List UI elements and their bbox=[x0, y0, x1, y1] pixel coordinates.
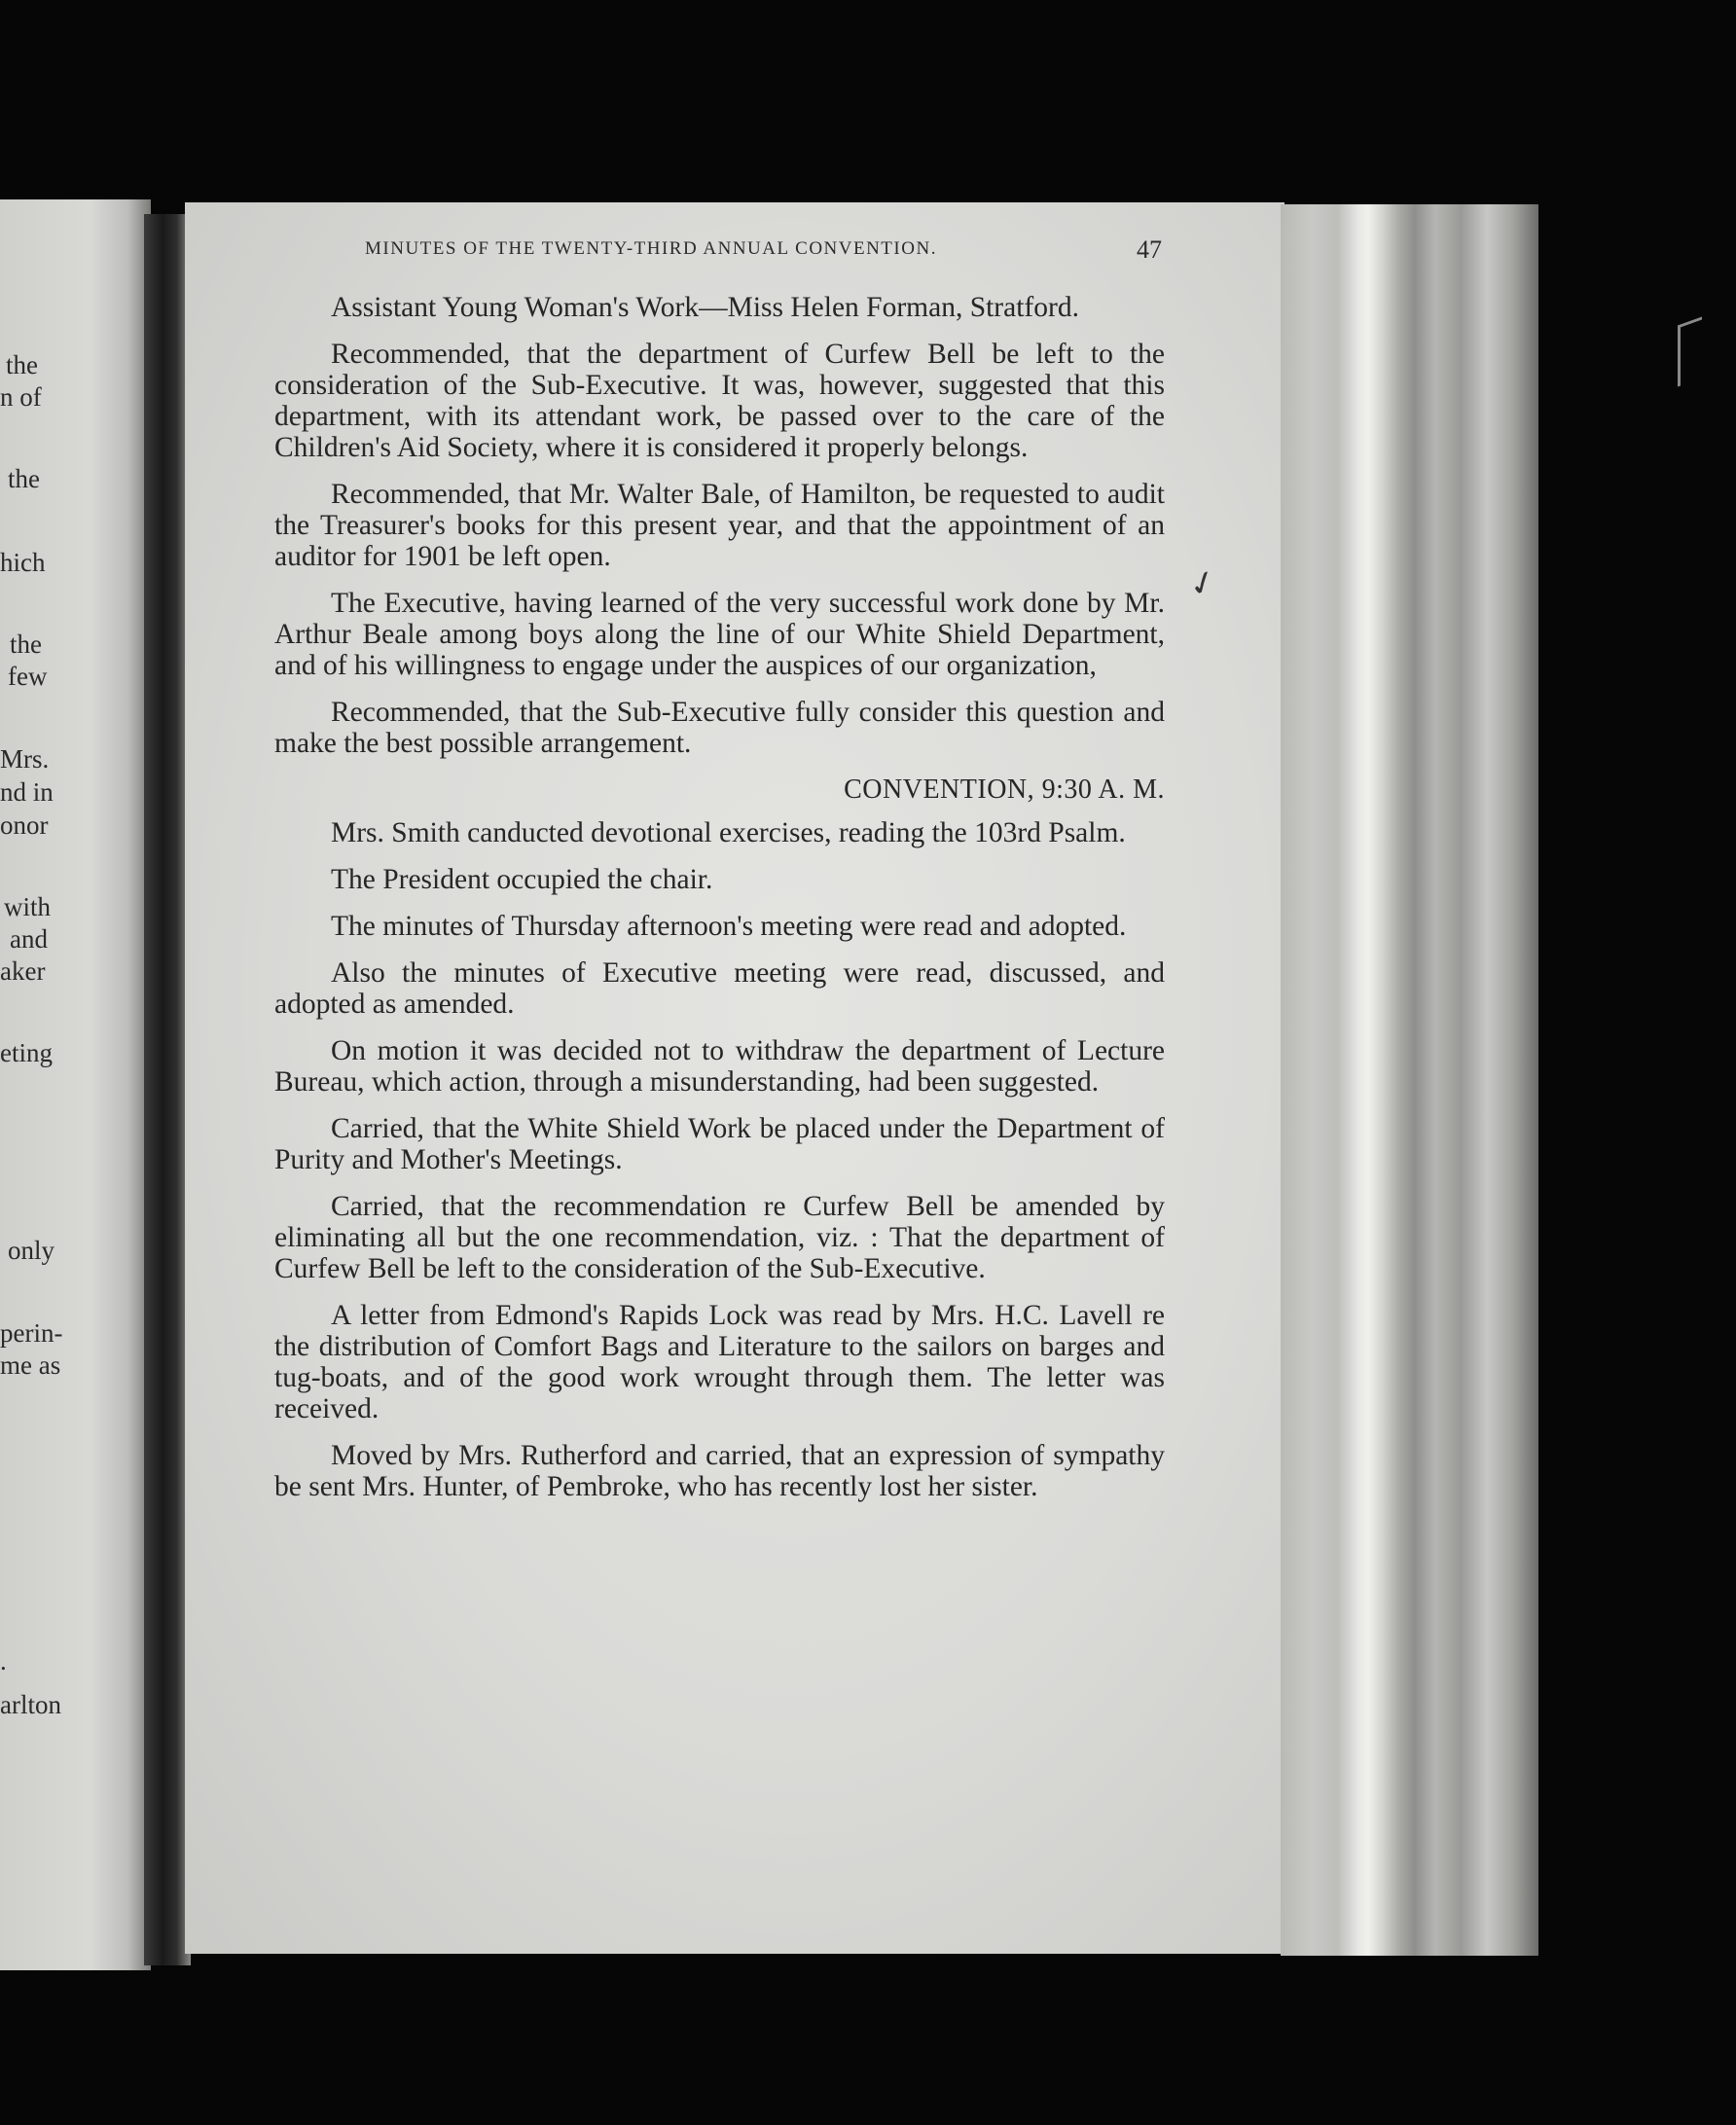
paragraph: On motion it was decided not to withdraw the department of Lecture Bureau, which action, through a misunderstanding, had been suggested. bbox=[274, 1035, 1165, 1098]
paragraph: Recommended, that the department of Curfew Bell be left to the consideration of the Sub-Executive. It was, however, suggested that this department, with its attendant work, be passed over to the care of the Children's Aid Society, where it is considered it properly belongs. bbox=[274, 339, 1165, 463]
paragraph: Recommended, that Mr. Walter Bale, of Hamilton, be requested to audit the Treasurer's books for this present year, and that the appointment of an auditor for 1901 be left open. bbox=[274, 479, 1165, 572]
facing-page-fragment: nd in bbox=[0, 777, 54, 807]
facing-page-fragment: arlton bbox=[0, 1690, 61, 1719]
page-body bbox=[274, 292, 1165, 1518]
facing-page-fragment: Mrs. bbox=[0, 744, 50, 774]
facing-page-fragment: only bbox=[8, 1236, 55, 1265]
facing-page-fragment: onor bbox=[0, 810, 49, 840]
paragraph: Mrs. Smith canducted devotional exercises, reading the 103rd Psalm. bbox=[331, 817, 1126, 848]
facing-page-fragment: aker bbox=[0, 956, 46, 986]
page-number: 47 bbox=[1137, 235, 1162, 264]
facing-page-fragment: few bbox=[8, 662, 48, 691]
paragraph: Carried, that the White Shield Work be placed under the Department of Purity and Mother's Meetings. bbox=[274, 1113, 1165, 1175]
paragraph: Also the minutes of Executive meeting were read, discussed, and adopted as amended. bbox=[274, 957, 1165, 1020]
paragraph: The President occupied the chair. bbox=[331, 864, 713, 895]
facing-page-fragment: me as bbox=[0, 1351, 61, 1380]
paragraph: The minutes of Thursday afternoon's meeting were read and adopted. bbox=[331, 911, 1127, 942]
facing-page-fragment: the bbox=[6, 350, 38, 379]
facing-page bbox=[0, 199, 151, 1970]
facing-page-fragment: . bbox=[0, 1646, 7, 1675]
facing-page-fragment: perin- bbox=[0, 1318, 63, 1348]
facing-page-fragment: with bbox=[4, 892, 52, 921]
corner-crop-mark bbox=[1678, 316, 1702, 386]
book-gutter bbox=[144, 214, 191, 1965]
facing-page-fragment: eting bbox=[0, 1038, 53, 1067]
facing-page-fragment: hich bbox=[0, 548, 46, 577]
paragraph: Moved by Mrs. Rutherford and carried, that an expression of sympathy be sent Mrs. Hunter, of Pembroke, who has recently lost her sister. bbox=[274, 1440, 1165, 1502]
paragraph: Assistant Young Woman's Work—Miss Helen Forman, Stratford. bbox=[331, 292, 1079, 323]
facing-page-fragment: and bbox=[10, 924, 48, 954]
paragraph: A letter from Edmond's Rapids Lock was read by Mrs. H.C. Lavell re the distribution of Comfort Bags and Literature to the sailors on barges and tug-boats, and of the good work wrought through them. The letter was received. bbox=[274, 1300, 1165, 1424]
check-mark-icon: ✓ bbox=[1183, 562, 1223, 606]
session-heading: CONVENTION, 9:30 A. M. bbox=[844, 774, 1165, 805]
paragraph: Recommended, that the Sub-Executive fully consider this question and make the best possible arrangement. bbox=[274, 697, 1165, 759]
facing-page-fragment: the bbox=[10, 630, 42, 659]
paragraph: Carried, that the recommendation re Curfew Bell be amended by eliminating all but the one recommendation, viz. : That the department of Curfew Bell be left to the consideration of the Sub-Executive. bbox=[274, 1191, 1165, 1284]
facing-page-fragment: n of bbox=[0, 382, 42, 412]
running-header: MINUTES OF THE TWENTY-THIRD ANNUAL CONVENTION. bbox=[365, 238, 937, 259]
page-edges bbox=[1281, 204, 1538, 1956]
facing-page-fragment: the bbox=[8, 464, 40, 493]
paragraph: The Executive, having learned of the very successful work done by Mr. Arthur Beale among boys along the line of our White Shield Department, and of his willingness to engage under the auspices of our organization, bbox=[274, 588, 1165, 681]
